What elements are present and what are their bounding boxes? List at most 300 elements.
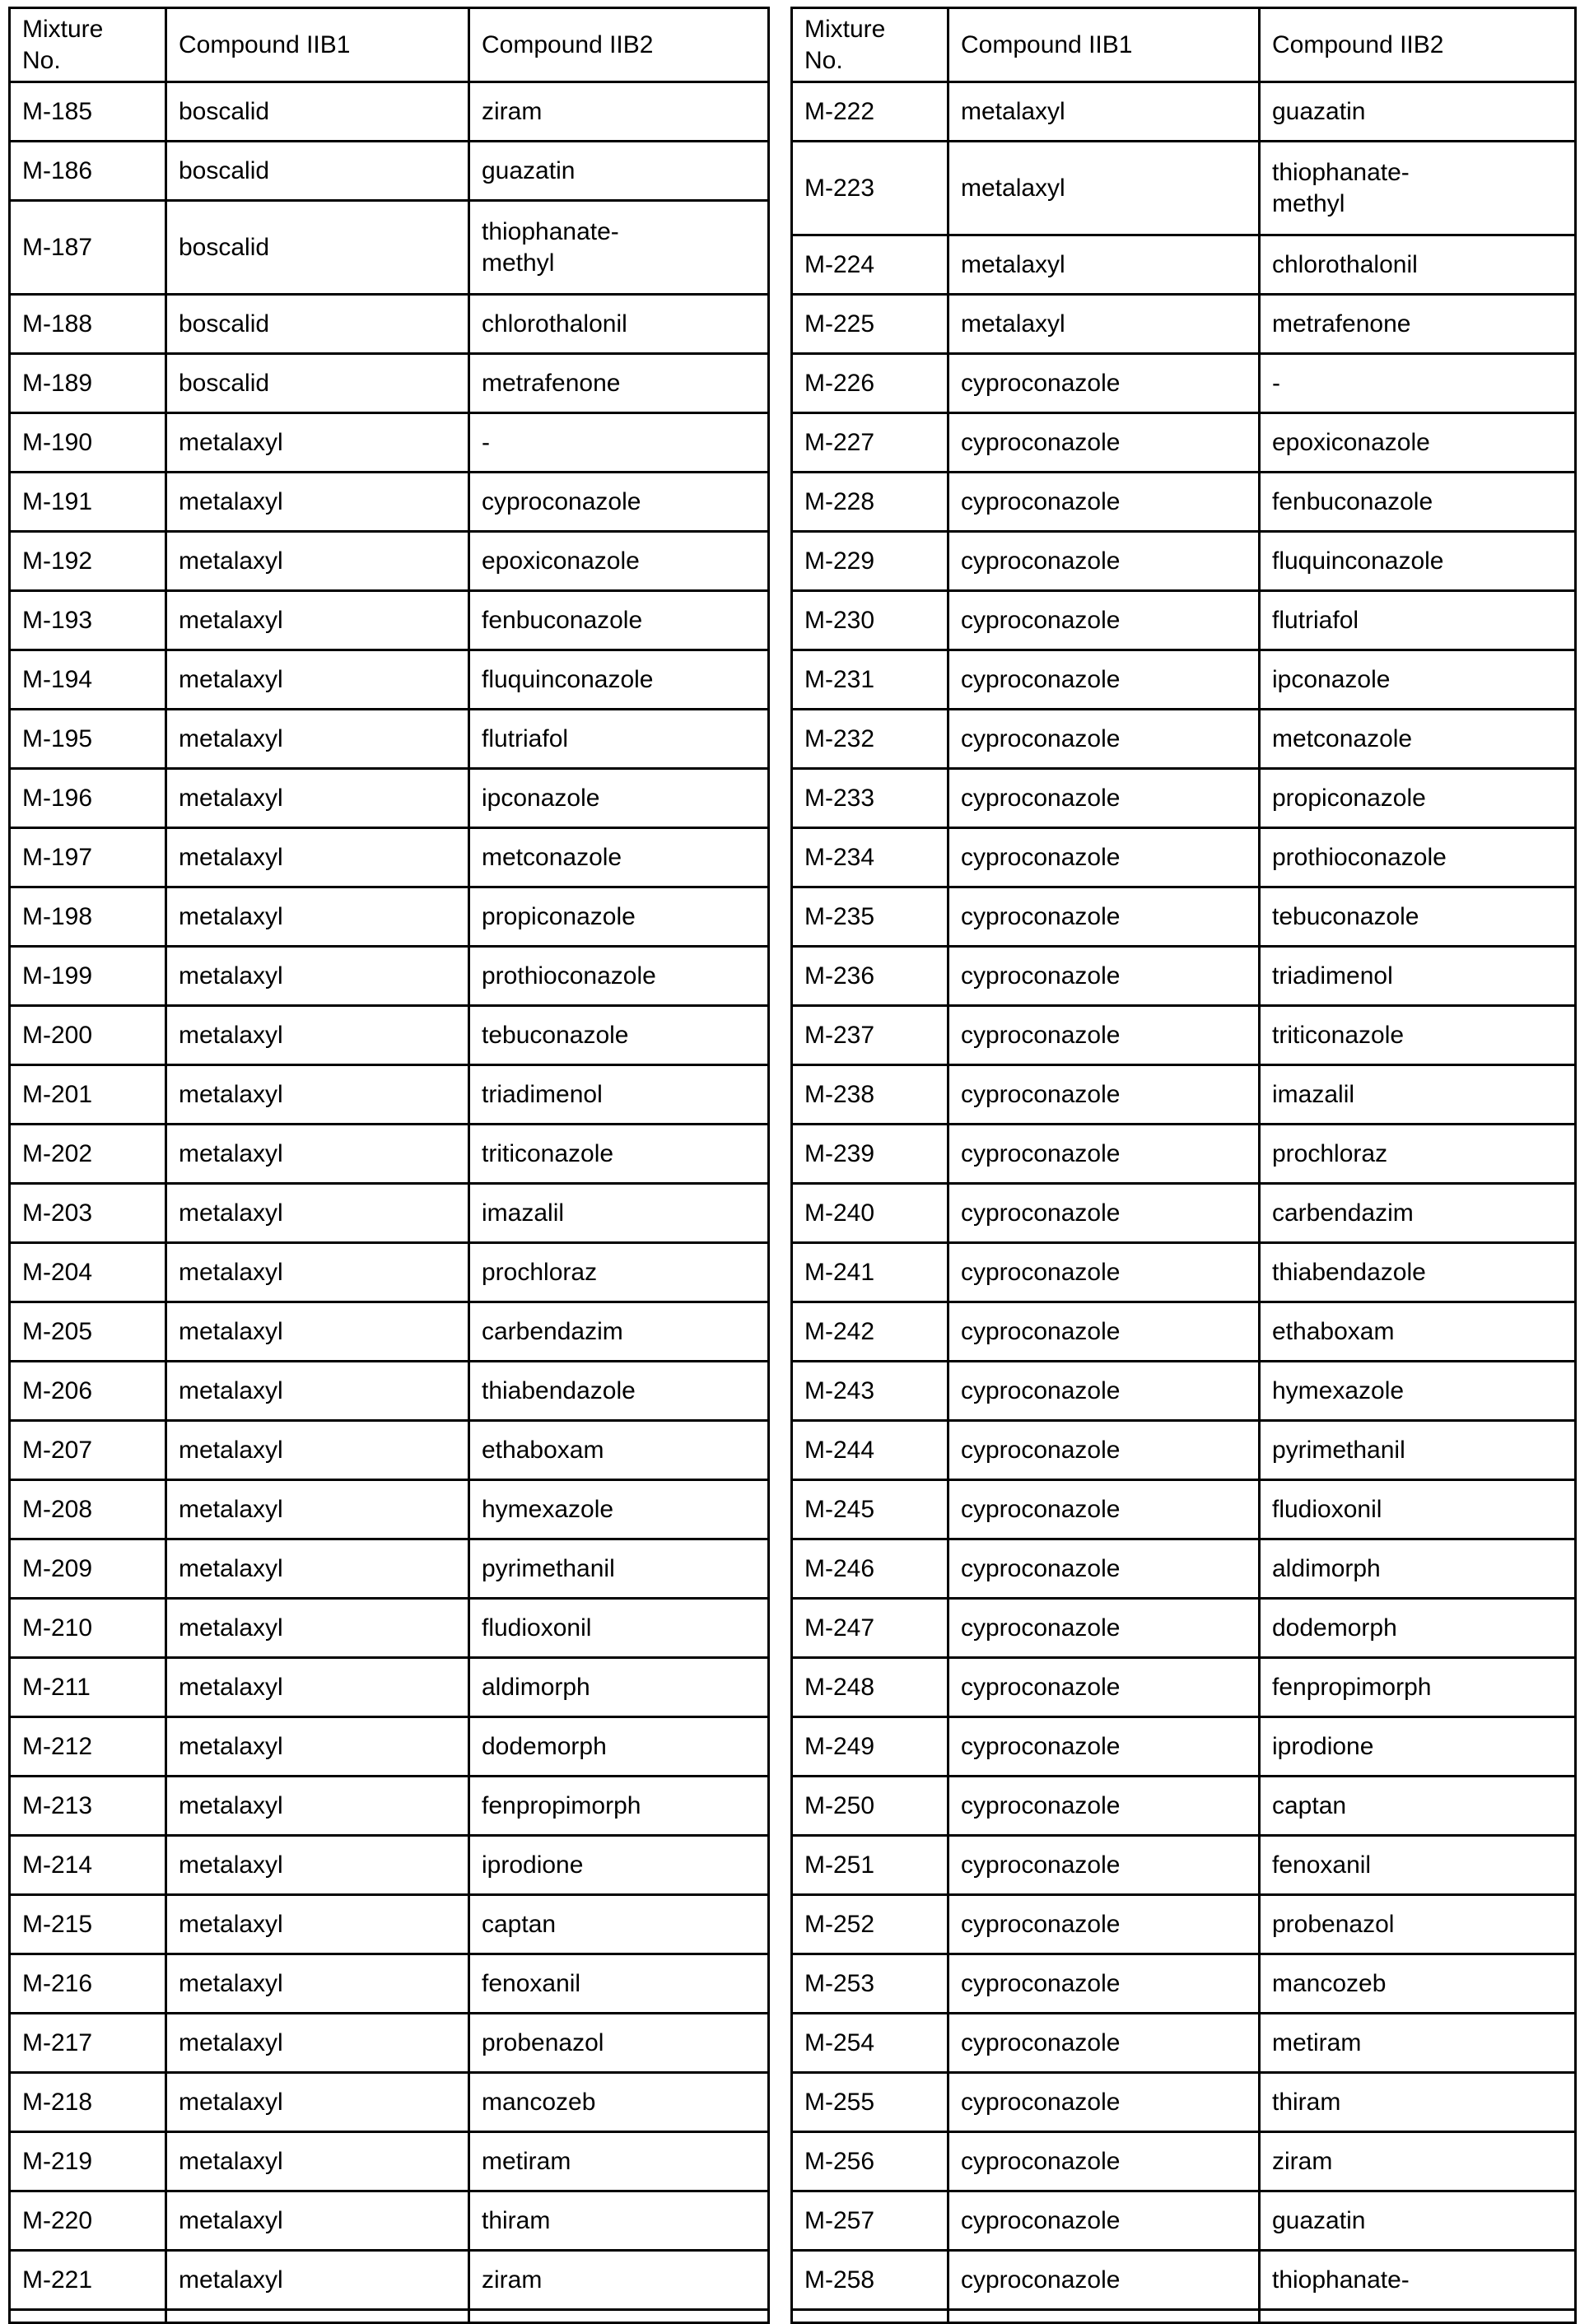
- compound-iib2-cell: fenbuconazole: [1260, 473, 1576, 532]
- compound-iib2-cell: chlorothalonil: [1260, 235, 1576, 295]
- mixture-no-cell: M-207: [10, 1421, 166, 1480]
- compound-iib1-cell: cyproconazole: [948, 1480, 1260, 1539]
- table-row: [10, 947, 769, 1006]
- compound-iib1-cell: metalaxyl: [166, 1480, 469, 1539]
- table-row: [10, 887, 769, 947]
- compound-iib1-cell: cyproconazole: [948, 532, 1260, 591]
- compound-iib1-cell: boscalid: [166, 142, 469, 201]
- mixture-no-cell: M-187: [10, 201, 166, 295]
- compound-iib1-cell: metalaxyl: [166, 650, 469, 710]
- compound-iib2-cell: dodemorph: [1260, 1599, 1576, 1658]
- compound-iib2-cell: ipconazole: [1260, 650, 1576, 710]
- mixture-no-cell: M-223: [792, 142, 948, 235]
- mixture-no-cell: M-200: [10, 1006, 166, 1065]
- table-row: [10, 1006, 769, 1065]
- compound-iib1-cell: metalaxyl: [166, 1895, 469, 1954]
- compound-iib2-cell: prothioconazole: [469, 947, 769, 1006]
- mixture-no-cell: M-236: [792, 947, 948, 1006]
- compound-iib2-cell: imazalil: [469, 1184, 769, 1243]
- table-row: [792, 1362, 1576, 1421]
- compound-iib1-cell: metalaxyl: [166, 1777, 469, 1836]
- compound-iib2-cell: flutriafol: [469, 710, 769, 769]
- compound-iib2-cell: fenpropimorph: [1260, 1658, 1576, 1717]
- compound-iib1-cell: metalaxyl: [166, 1362, 469, 1421]
- mixture-no-cell: M-232: [792, 710, 948, 769]
- table-row: [792, 1777, 1576, 1836]
- compound-iib1-cell: metalaxyl: [166, 2014, 469, 2073]
- table-row: [792, 473, 1576, 532]
- compound-iib2-cell: captan: [1260, 1777, 1576, 1836]
- compound-iib1-cell: cyproconazole: [948, 1954, 1260, 2014]
- compound-iib1-cell: cyproconazole: [948, 1658, 1260, 1717]
- mixture-no-cell: M-185: [10, 82, 166, 142]
- compound-iib2-cell: -: [1260, 354, 1576, 413]
- compound-iib1-cell: cyproconazole: [948, 1065, 1260, 1125]
- compound-iib2-cell: ziram: [1260, 2132, 1576, 2191]
- partial-row: [792, 2310, 1576, 2323]
- mixture-no-cell: M-253: [792, 1954, 948, 2014]
- compound-iib2-cell: fenpropimorph: [469, 1777, 769, 1836]
- mixture-no-cell: M-191: [10, 473, 166, 532]
- mixture-no-cell: M-193: [10, 591, 166, 650]
- empty-cell: [469, 2310, 769, 2323]
- mixture-no-cell: M-237: [792, 1006, 948, 1065]
- compound-iib2-cell: prochloraz: [1260, 1125, 1576, 1184]
- mixture-no-cell: M-208: [10, 1480, 166, 1539]
- column-header-compound-iib2: Compound IIB2: [1260, 8, 1576, 82]
- mixture-no-cell: M-195: [10, 710, 166, 769]
- compound-iib1-cell: cyproconazole: [948, 2014, 1260, 2073]
- compound-iib2-cell: metrafenone: [469, 354, 769, 413]
- table-row: [10, 710, 769, 769]
- mixture-no-cell: M-244: [792, 1421, 948, 1480]
- mixture-no-cell: M-250: [792, 1777, 948, 1836]
- table-row: [10, 1125, 769, 1184]
- compound-iib2-cell: triticonazole: [469, 1125, 769, 1184]
- table-row: [10, 1895, 769, 1954]
- compound-iib1-cell: cyproconazole: [948, 413, 1260, 473]
- compound-iib2-cell: chlorothalonil: [469, 295, 769, 354]
- compound-iib1-cell: metalaxyl: [166, 769, 469, 828]
- mixture-no-cell: M-206: [10, 1362, 166, 1421]
- mixture-no-cell: M-189: [10, 354, 166, 413]
- mixture-no-cell: M-234: [792, 828, 948, 887]
- table-row: [792, 769, 1576, 828]
- table-row: [10, 473, 769, 532]
- compound-iib2-cell: guazatin: [1260, 82, 1576, 142]
- mixture-no-cell: M-225: [792, 295, 948, 354]
- compound-iib2-cell: thiram: [1260, 2073, 1576, 2132]
- mixture-no-cell: M-197: [10, 828, 166, 887]
- compound-iib1-cell: cyproconazole: [948, 2073, 1260, 2132]
- column-header-mixture-no: Mixture No.: [10, 8, 166, 82]
- partial-row: [10, 2310, 769, 2323]
- mixture-no-cell: M-217: [10, 2014, 166, 2073]
- mixture-no-cell: M-196: [10, 769, 166, 828]
- mixture-no-cell: M-204: [10, 1243, 166, 1302]
- compound-iib2-cell: iprodione: [1260, 1717, 1576, 1777]
- compound-iib2-cell: metiram: [469, 2132, 769, 2191]
- compound-iib1-cell: cyproconazole: [948, 1539, 1260, 1599]
- compound-iib2-cell: ziram: [469, 2251, 769, 2310]
- compound-iib1-cell: metalaxyl: [166, 2251, 469, 2310]
- compound-iib2-cell: tebuconazole: [1260, 887, 1576, 947]
- compound-iib1-cell: cyproconazole: [948, 650, 1260, 710]
- compound-iib1-cell: cyproconazole: [948, 1717, 1260, 1777]
- table-row: [792, 1658, 1576, 1717]
- compound-iib2-cell: triticonazole: [1260, 1006, 1576, 1065]
- table-row: [10, 1480, 769, 1539]
- header-row: [792, 8, 1576, 82]
- table-row: [792, 1302, 1576, 1362]
- compound-iib1-cell: cyproconazole: [948, 828, 1260, 887]
- compound-iib2-cell: ethaboxam: [469, 1421, 769, 1480]
- compound-iib2-cell: hymexazole: [1260, 1362, 1576, 1421]
- column-header-compound-iib1: Compound IIB1: [166, 8, 469, 82]
- compound-iib2-cell: fenoxanil: [1260, 1836, 1576, 1895]
- compound-iib2-cell: probenazol: [1260, 1895, 1576, 1954]
- table-row: [10, 1243, 769, 1302]
- compound-iib2-cell: probenazol: [469, 2014, 769, 2073]
- compound-iib1-cell: metalaxyl: [166, 473, 469, 532]
- compound-iib1-cell: cyproconazole: [948, 947, 1260, 1006]
- compound-iib1-cell: cyproconazole: [948, 473, 1260, 532]
- mixture-no-cell: M-228: [792, 473, 948, 532]
- compound-iib1-cell: boscalid: [166, 354, 469, 413]
- compound-iib2-cell: mancozeb: [469, 2073, 769, 2132]
- compound-iib2-cell: epoxiconazole: [469, 532, 769, 591]
- mixture-no-cell: M-239: [792, 1125, 948, 1184]
- table-row: [10, 1065, 769, 1125]
- table-row: [10, 295, 769, 354]
- table-row: [792, 354, 1576, 413]
- compound-iib2-cell: fludioxonil: [469, 1599, 769, 1658]
- compound-iib2-cell: aldimorph: [469, 1658, 769, 1717]
- table-row: [792, 947, 1576, 1006]
- mixture-table-right: [790, 7, 1577, 2324]
- column-header-mixture-no: Mixture No.: [792, 8, 948, 82]
- mixture-no-cell: M-227: [792, 413, 948, 473]
- compound-iib1-cell: metalaxyl: [166, 1836, 469, 1895]
- column-header-compound-iib1: Compound IIB1: [948, 8, 1260, 82]
- compound-iib1-cell: cyproconazole: [948, 2251, 1260, 2310]
- table-row: [10, 201, 769, 295]
- compound-iib1-cell: cyproconazole: [948, 1362, 1260, 1421]
- compound-iib1-cell: metalaxyl: [166, 2191, 469, 2251]
- table-row: [10, 2132, 769, 2191]
- table-row: [792, 532, 1576, 591]
- compound-iib2-cell: fluquinconazole: [1260, 532, 1576, 591]
- compound-iib1-cell: metalaxyl: [166, 413, 469, 473]
- mixture-no-cell: M-247: [792, 1599, 948, 1658]
- compound-iib2-cell: imazalil: [1260, 1065, 1576, 1125]
- compound-iib1-cell: cyproconazole: [948, 591, 1260, 650]
- compound-iib2-cell: aldimorph: [1260, 1539, 1576, 1599]
- mixture-no-cell: M-203: [10, 1184, 166, 1243]
- compound-iib2-cell: carbendazim: [469, 1302, 769, 1362]
- mixture-no-cell: M-254: [792, 2014, 948, 2073]
- compound-iib1-cell: cyproconazole: [948, 769, 1260, 828]
- table-row: [792, 1184, 1576, 1243]
- table-row: [792, 2014, 1576, 2073]
- compound-iib2-cell: metconazole: [469, 828, 769, 887]
- compound-iib2-cell: triadimenol: [1260, 947, 1576, 1006]
- mixture-no-cell: M-199: [10, 947, 166, 1006]
- compound-iib1-cell: metalaxyl: [166, 2073, 469, 2132]
- table-row: [10, 1302, 769, 1362]
- table-row: [792, 710, 1576, 769]
- compound-iib1-cell: metalaxyl: [166, 1302, 469, 1362]
- table-row: [792, 2191, 1576, 2251]
- table-row: [792, 2073, 1576, 2132]
- compound-iib2-cell: triadimenol: [469, 1065, 769, 1125]
- compound-iib2-cell: propiconazole: [469, 887, 769, 947]
- compound-iib2-cell: prothioconazole: [1260, 828, 1576, 887]
- compound-iib1-cell: metalaxyl: [166, 1243, 469, 1302]
- table-row: [10, 1777, 769, 1836]
- compound-iib2-cell: mancozeb: [1260, 1954, 1576, 2014]
- mixture-no-cell: M-226: [792, 354, 948, 413]
- compound-iib2-cell: pyrimethanil: [469, 1539, 769, 1599]
- mixture-no-cell: M-188: [10, 295, 166, 354]
- compound-iib2-cell: metiram: [1260, 2014, 1576, 2073]
- table-row: [10, 1421, 769, 1480]
- table-row: [792, 1480, 1576, 1539]
- table-row: [10, 2014, 769, 2073]
- compound-iib1-cell: metalaxyl: [166, 591, 469, 650]
- compound-iib1-cell: metalaxyl: [166, 828, 469, 887]
- table-row: [10, 1954, 769, 2014]
- compound-iib1-cell: boscalid: [166, 295, 469, 354]
- compound-iib2-cell: fenoxanil: [469, 1954, 769, 2014]
- mixture-no-cell: M-230: [792, 591, 948, 650]
- compound-iib1-cell: metalaxyl: [948, 142, 1260, 235]
- compound-iib1-cell: cyproconazole: [948, 1125, 1260, 1184]
- compound-iib2-cell: fluquinconazole: [469, 650, 769, 710]
- mixture-no-cell: M-258: [792, 2251, 948, 2310]
- compound-iib2-cell: thiabendazole: [1260, 1243, 1576, 1302]
- compound-iib1-cell: cyproconazole: [948, 354, 1260, 413]
- table-row: [792, 1895, 1576, 1954]
- empty-cell: [10, 2310, 166, 2323]
- mixture-no-cell: M-252: [792, 1895, 948, 1954]
- table-row: [10, 1184, 769, 1243]
- compound-iib1-cell: cyproconazole: [948, 1895, 1260, 1954]
- mixture-no-cell: M-242: [792, 1302, 948, 1362]
- compound-iib1-cell: boscalid: [166, 201, 469, 295]
- mixture-no-cell: M-220: [10, 2191, 166, 2251]
- mixture-no-cell: M-186: [10, 142, 166, 201]
- compound-iib1-cell: metalaxyl: [166, 1065, 469, 1125]
- compound-iib1-cell: metalaxyl: [166, 710, 469, 769]
- compound-iib2-cell: fenbuconazole: [469, 591, 769, 650]
- table-row: [10, 2191, 769, 2251]
- mixture-no-cell: M-190: [10, 413, 166, 473]
- column-header-compound-iib2: Compound IIB2: [469, 8, 769, 82]
- mixture-no-cell: M-218: [10, 2073, 166, 2132]
- compound-iib2-cell: thiophanate- methyl: [1260, 142, 1576, 235]
- mixture-no-cell: M-256: [792, 2132, 948, 2191]
- mixture-no-cell: M-231: [792, 650, 948, 710]
- table-row: [10, 1658, 769, 1717]
- table-row: [10, 354, 769, 413]
- mixture-no-cell: M-249: [792, 1717, 948, 1777]
- mixture-no-cell: M-219: [10, 2132, 166, 2191]
- compound-iib1-cell: metalaxyl: [166, 947, 469, 1006]
- compound-iib1-cell: cyproconazole: [948, 1302, 1260, 1362]
- compound-iib2-cell: tebuconazole: [469, 1006, 769, 1065]
- compound-iib1-cell: cyproconazole: [948, 710, 1260, 769]
- mixture-no-cell: M-243: [792, 1362, 948, 1421]
- mixture-no-cell: M-201: [10, 1065, 166, 1125]
- table-row: [792, 1065, 1576, 1125]
- table-row: [792, 1125, 1576, 1184]
- header-row: [10, 8, 769, 82]
- compound-iib2-cell: propiconazole: [1260, 769, 1576, 828]
- table-row: [10, 591, 769, 650]
- mixture-no-cell: M-222: [792, 82, 948, 142]
- table-row: [10, 82, 769, 142]
- compound-iib2-cell: dodemorph: [469, 1717, 769, 1777]
- mixture-no-cell: M-212: [10, 1717, 166, 1777]
- table-row: [792, 1717, 1576, 1777]
- compound-iib1-cell: cyproconazole: [948, 1243, 1260, 1302]
- compound-iib2-cell: ethaboxam: [1260, 1302, 1576, 1362]
- mixture-no-cell: M-229: [792, 532, 948, 591]
- compound-iib2-cell: thiabendazole: [469, 1362, 769, 1421]
- compound-iib1-cell: cyproconazole: [948, 2191, 1260, 2251]
- table-row: [10, 769, 769, 828]
- compound-iib2-cell: flutriafol: [1260, 591, 1576, 650]
- mixture-no-cell: M-255: [792, 2073, 948, 2132]
- compound-iib2-cell: metrafenone: [1260, 295, 1576, 354]
- table-row: [792, 1006, 1576, 1065]
- table-row: [792, 1243, 1576, 1302]
- compound-iib1-cell: cyproconazole: [948, 2132, 1260, 2191]
- compound-iib1-cell: metalaxyl: [166, 532, 469, 591]
- compound-iib2-cell: thiram: [469, 2191, 769, 2251]
- empty-cell: [792, 2310, 948, 2323]
- mixture-no-cell: M-224: [792, 235, 948, 295]
- table-row: [10, 2251, 769, 2310]
- table-row: [792, 413, 1576, 473]
- compound-iib2-cell: hymexazole: [469, 1480, 769, 1539]
- compound-iib2-cell: thiophanate- methyl: [469, 201, 769, 295]
- compound-iib1-cell: boscalid: [166, 82, 469, 142]
- table-row: [792, 828, 1576, 887]
- mixture-no-cell: M-248: [792, 1658, 948, 1717]
- table-row: [792, 142, 1576, 235]
- mixture-table-left: [8, 7, 770, 2324]
- compound-iib1-cell: cyproconazole: [948, 887, 1260, 947]
- mixture-no-cell: M-214: [10, 1836, 166, 1895]
- mixture-no-cell: M-211: [10, 1658, 166, 1717]
- compound-iib1-cell: metalaxyl: [166, 1125, 469, 1184]
- table-row: [792, 2251, 1576, 2310]
- table-row: [10, 1539, 769, 1599]
- mixture-no-cell: M-235: [792, 887, 948, 947]
- compound-iib1-cell: cyproconazole: [948, 1836, 1260, 1895]
- table-row: [10, 142, 769, 201]
- table-row: [792, 82, 1576, 142]
- mixture-no-cell: M-240: [792, 1184, 948, 1243]
- mixture-no-cell: M-216: [10, 1954, 166, 2014]
- compound-iib2-cell: -: [469, 413, 769, 473]
- compound-iib2-cell: metconazole: [1260, 710, 1576, 769]
- compound-iib1-cell: cyproconazole: [948, 1006, 1260, 1065]
- table-row: [792, 1954, 1576, 2014]
- compound-iib2-cell: iprodione: [469, 1836, 769, 1895]
- mixture-no-cell: M-238: [792, 1065, 948, 1125]
- table-row: [10, 650, 769, 710]
- table-row: [792, 1421, 1576, 1480]
- table-row: [792, 295, 1576, 354]
- table-row: [792, 591, 1576, 650]
- empty-cell: [1260, 2310, 1576, 2323]
- empty-cell: [166, 2310, 469, 2323]
- compound-iib2-cell: fludioxonil: [1260, 1480, 1576, 1539]
- compound-iib2-cell: ziram: [469, 82, 769, 142]
- mixture-no-cell: M-202: [10, 1125, 166, 1184]
- table-row: [792, 235, 1576, 295]
- compound-iib2-cell: prochloraz: [469, 1243, 769, 1302]
- mixture-no-cell: M-233: [792, 769, 948, 828]
- compound-iib1-cell: metalaxyl: [166, 1717, 469, 1777]
- compound-iib2-cell: pyrimethanil: [1260, 1421, 1576, 1480]
- table-row: [792, 1539, 1576, 1599]
- compound-iib2-cell: guazatin: [1260, 2191, 1576, 2251]
- compound-iib1-cell: metalaxyl: [166, 1006, 469, 1065]
- table-row: [10, 828, 769, 887]
- mixture-no-cell: M-194: [10, 650, 166, 710]
- compound-iib1-cell: metalaxyl: [166, 2132, 469, 2191]
- compound-iib1-cell: metalaxyl: [166, 1421, 469, 1480]
- mixture-no-cell: M-192: [10, 532, 166, 591]
- table-row: [10, 2073, 769, 2132]
- mixture-no-cell: M-257: [792, 2191, 948, 2251]
- compound-iib1-cell: metalaxyl: [948, 82, 1260, 142]
- compound-iib1-cell: metalaxyl: [166, 1658, 469, 1717]
- compound-iib1-cell: cyproconazole: [948, 1184, 1260, 1243]
- mixture-no-cell: M-245: [792, 1480, 948, 1539]
- table-row: [792, 887, 1576, 947]
- mixture-no-cell: M-213: [10, 1777, 166, 1836]
- mixture-no-cell: M-246: [792, 1539, 948, 1599]
- compound-iib1-cell: cyproconazole: [948, 1599, 1260, 1658]
- mixture-no-cell: M-241: [792, 1243, 948, 1302]
- table-row: [10, 1599, 769, 1658]
- mixture-no-cell: M-198: [10, 887, 166, 947]
- compound-iib1-cell: metalaxyl: [166, 1539, 469, 1599]
- mixture-no-cell: M-209: [10, 1539, 166, 1599]
- compound-iib1-cell: cyproconazole: [948, 1777, 1260, 1836]
- table-row: [10, 1836, 769, 1895]
- compound-iib2-cell: carbendazim: [1260, 1184, 1576, 1243]
- mixture-no-cell: M-210: [10, 1599, 166, 1658]
- table-row: [10, 413, 769, 473]
- mixture-no-cell: M-205: [10, 1302, 166, 1362]
- table-row: [792, 2132, 1576, 2191]
- compound-iib1-cell: metalaxyl: [948, 235, 1260, 295]
- compound-iib1-cell: metalaxyl: [166, 1599, 469, 1658]
- table-row: [792, 650, 1576, 710]
- compound-iib1-cell: cyproconazole: [948, 1421, 1260, 1480]
- table-row: [792, 1599, 1576, 1658]
- compound-iib2-cell: cyproconazole: [469, 473, 769, 532]
- compound-iib1-cell: metalaxyl: [166, 887, 469, 947]
- compound-iib2-cell: epoxiconazole: [1260, 413, 1576, 473]
- table-row: [10, 1717, 769, 1777]
